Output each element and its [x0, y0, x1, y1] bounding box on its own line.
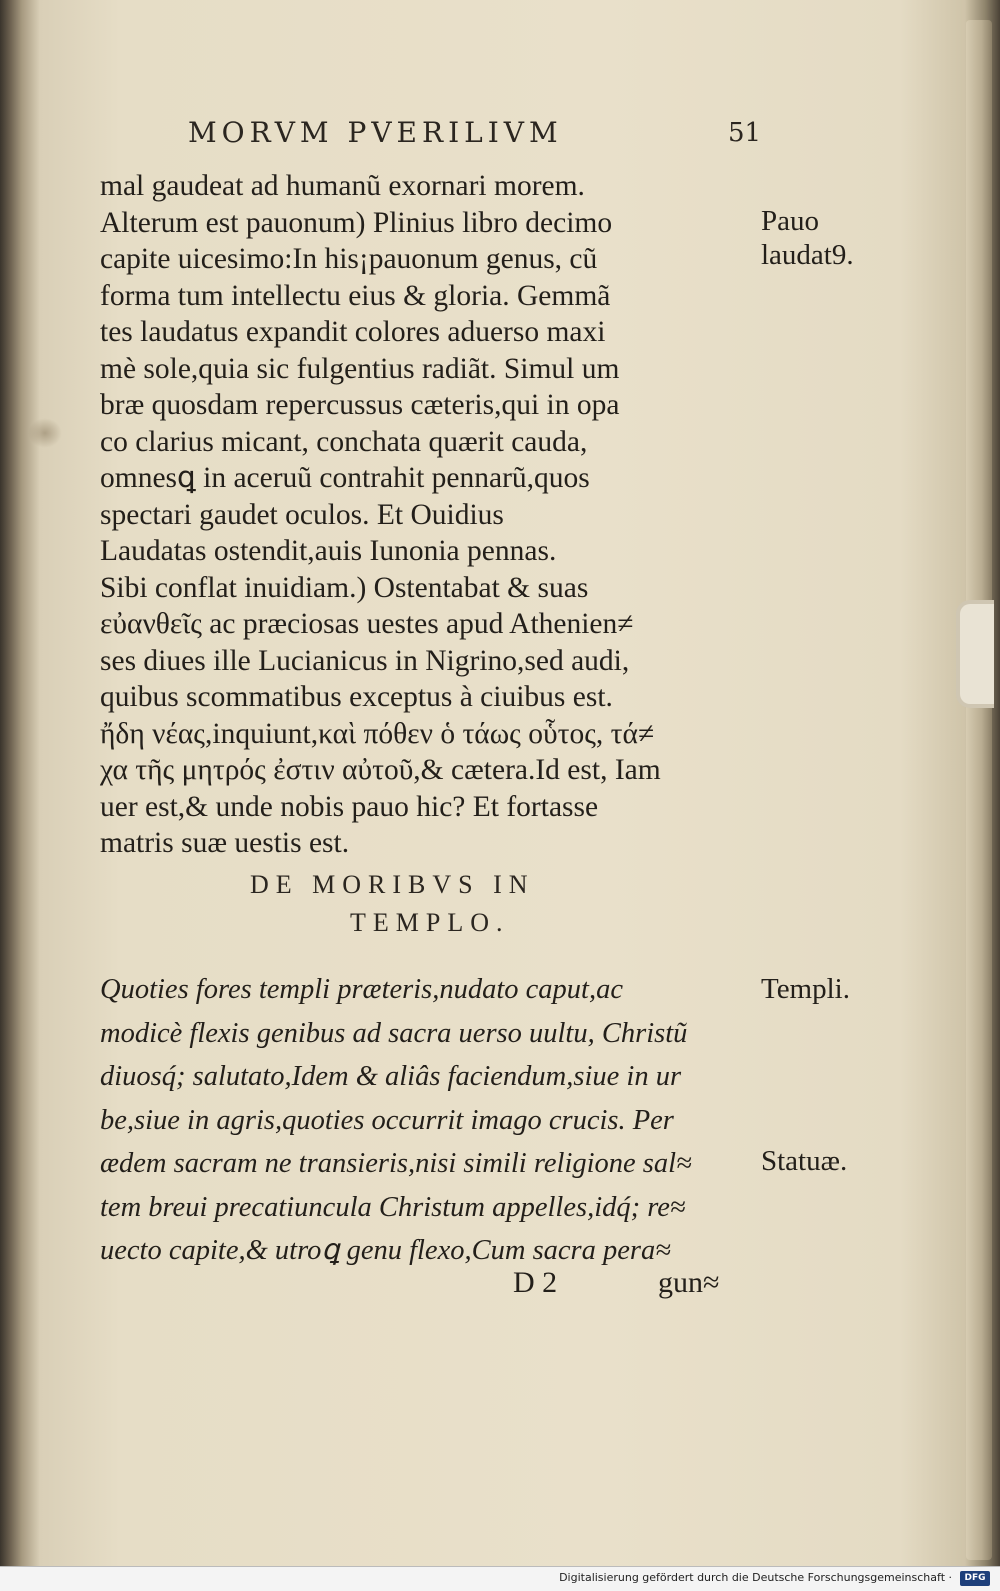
italic-line: uecto capite,& utroꝗ genu flexo,Cum sacra pera≈: [100, 1235, 671, 1266]
italic-line: diuosq́; salutato,Idem & aliâs faciendum,siue in ur: [100, 1061, 682, 1092]
text-line: co clarius micant, conchata quærit cauda,: [100, 425, 588, 458]
footer-bar: [0, 1566, 1000, 1591]
text-line: Laudatas ostendit,auis Iunonia pennas.: [100, 535, 557, 567]
text-line: bræ quosdam repercussus cæteris,qui in opa: [100, 389, 620, 421]
italic-line: modicè flexis genibus ad sacra uerso uultu, Christũ: [100, 1017, 688, 1049]
italic-line: tem breui precatiuncula Christum appelles,idq́; re≈: [100, 1191, 686, 1223]
text-line: ἤδη νέας,inquiunt,καὶ πόθεν ὁ τάως οὗτος, τά≠: [100, 717, 655, 750]
italic-line: Quoties fores templi præteris,nudato caput,ac: [100, 974, 623, 1005]
text-line: εὐανθεῖς ac præciosas uestes apud Athenien≠: [100, 608, 634, 640]
book-page: [18, 8, 976, 1568]
footer-credit: Digitalisierung gefördert durch die Deutsche Forschungsgemeinschaft ·: [559, 1571, 952, 1584]
text-line: mè sole,quia sic fulgentius radiãt. Simul um: [100, 352, 620, 385]
section-heading-line1: DE MORIBVS IN: [250, 870, 535, 899]
text-line: ses diues ille Lucianicus in Nigrino,sed audi,: [100, 644, 630, 677]
main-text-block: [100, 168, 760, 862]
margin-note-templi: Templi.: [761, 973, 850, 1005]
catchword: gun≈: [658, 1266, 720, 1299]
running-head-title: MORVM PVERILIVM: [188, 116, 563, 149]
text-line: Sibi conflat inuidiam.) Ostentabat & suas: [100, 571, 589, 604]
text-line: tes laudatus expandit colores aduerso maxi: [100, 316, 606, 348]
margin-note-line: laudat9.: [761, 239, 854, 271]
italic-text-block: [100, 968, 760, 1273]
signature-mark: D 2: [513, 1266, 558, 1299]
text-line: mal gaudeat ad humanũ exornari morem.: [100, 170, 585, 202]
text-line: Alterum est pauonum) Plinius libro decimo: [100, 206, 613, 239]
dfg-logo: DFG: [960, 1571, 990, 1586]
margin-note-pauo: [761, 204, 854, 272]
italic-line: be,siue in agris,quoties occurrit imago crucis. Per: [100, 1104, 674, 1136]
section-heading-line2: TEMPLO.: [350, 908, 510, 937]
italic-line: ædem sacram ne transieris,nisi simili religione sal≈: [100, 1148, 692, 1179]
text-line: capite uicesimo:In his¡pauonum genus, cũ: [100, 243, 598, 275]
text-line: matris suæ uestis est.: [100, 827, 350, 859]
text-line: uer est,& unde nobis pauo hic? Et fortasse: [100, 790, 599, 823]
folio-number: 51: [728, 118, 762, 148]
text-line: forma tum intellectu eius & gloria. Gemmã: [100, 279, 611, 312]
margin-note-statuae: Statuæ.: [761, 1145, 848, 1177]
margin-note-line: Pauo: [761, 205, 819, 237]
text-line: quibus scommatibus exceptus à ciuibus est.: [100, 681, 613, 713]
text-line: omnesꝗ in aceruũ contrahit pennarũ,quos: [100, 462, 590, 494]
running-header: [188, 116, 808, 149]
text-line: χα τῆς μητρός ἐστιν αὐτοῦ,& cætera.Id est, Iam: [100, 754, 661, 786]
text-line: spectari gaudet oculos. Et Ouidius: [100, 498, 504, 531]
